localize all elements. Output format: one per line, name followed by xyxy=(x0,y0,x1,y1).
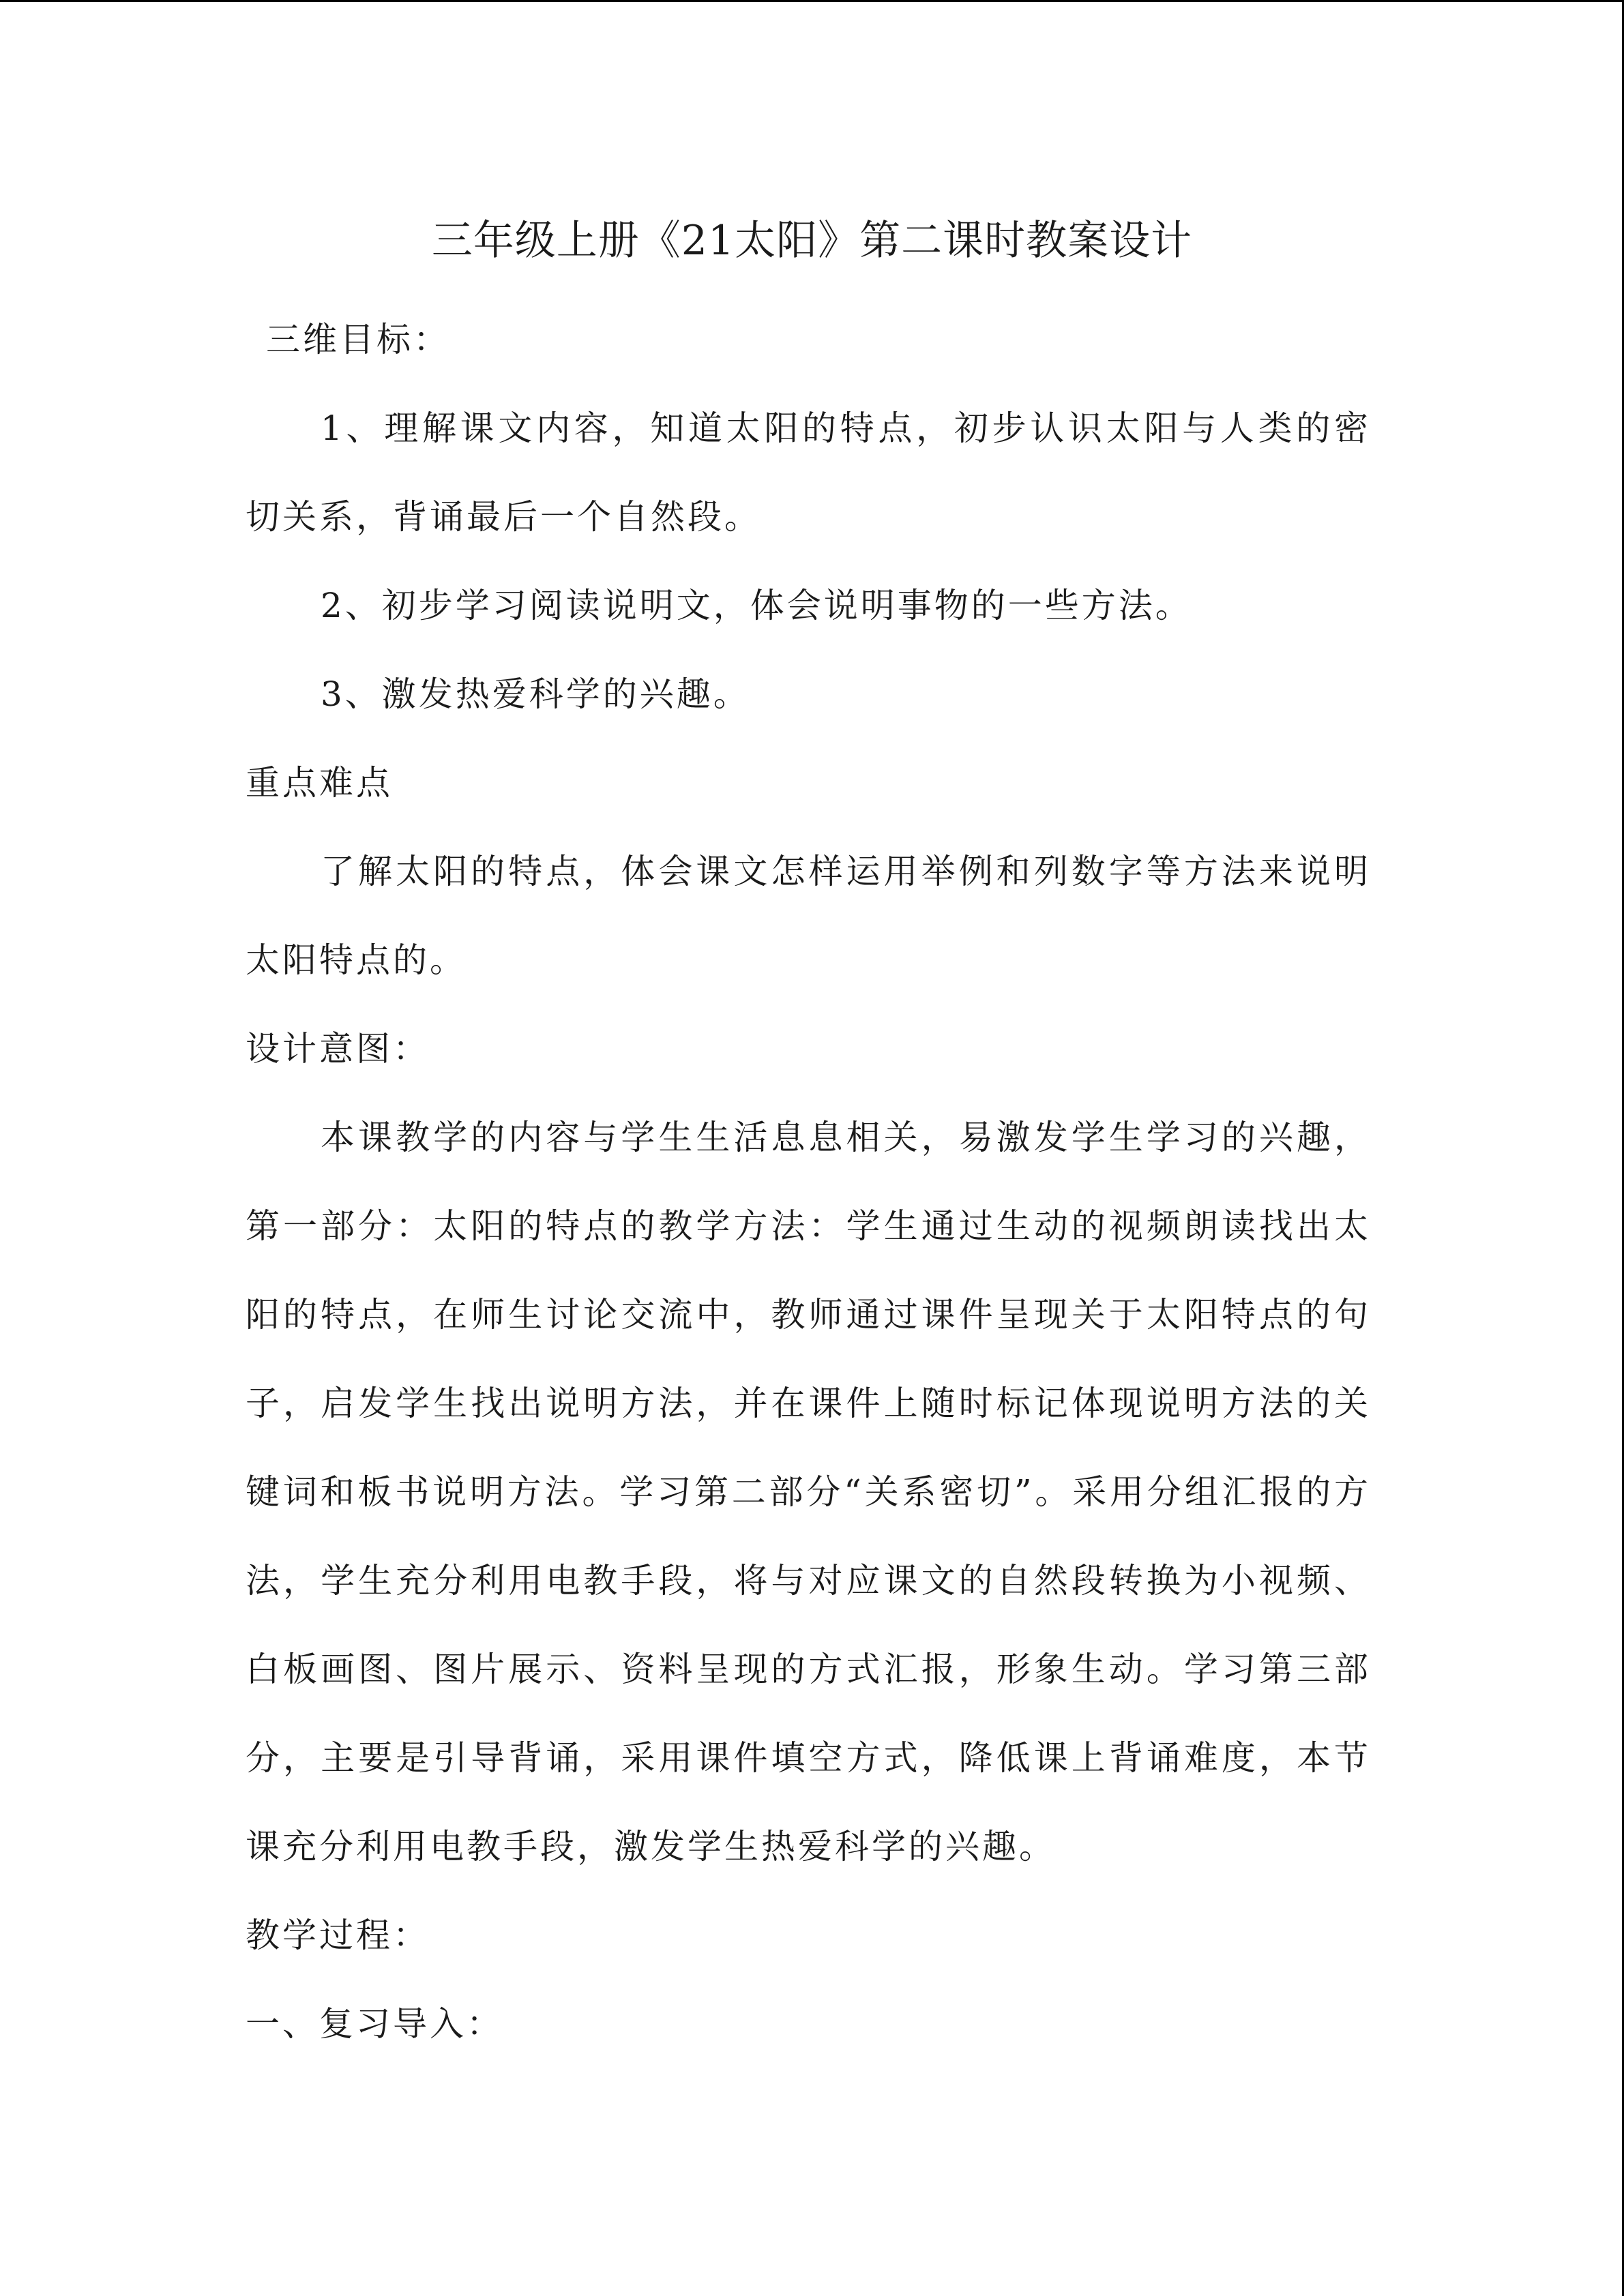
objective-2: 2、初步学习阅读说明文，体会说明事物的一些方法。 xyxy=(321,586,1192,625)
step-1-heading: 一、复习导入： xyxy=(246,2004,503,2044)
key-points-heading: 重点难点 xyxy=(246,763,393,803)
key-points-text: 了解太阳的特点，体会课文怎样运用举例和列数字等方法来说明太阳特点的。 xyxy=(246,852,1371,980)
objective-3: 3、激发热爱科学的兴趣。 xyxy=(321,674,750,714)
objectives-heading: 三维目标： xyxy=(266,320,450,359)
design-text: 本课教学的内容与学生生活息息相关，易激发学生学习的兴趣，第一部分：太阳的特点的教学方法：学生通过生动的视频朗读找出太阳的特点，在师生讨论交流中，教师通过课件呈现关于太阳特点的句子，启发学生找出说明方法，并在课件上随时标记体现说明方法的关键词和板书说明方法。学习第二部分“关系密切”。采用分组汇报的方法，学生充分利用电教手段，将与对应课文的自然段转换为小视频、白板画图、图片展示、资料呈现的方式汇报，形象生动。学习第三部分，主要是引导背诵，采用课件填空方式，降低课上背诵难度，本节课充分利用电教手段，激发学生热爱科学的兴趣。 xyxy=(246,1118,1371,1866)
document-body xyxy=(246,295,1371,2068)
objective-1: 1、理解课文内容，知道太阳的特点，初步认识太阳与人类的密切关系，背诵最后一个自然段。 xyxy=(246,408,1371,537)
process-heading: 教学过程： xyxy=(246,1915,430,1955)
document-title: 三年级上册《21太阳》第二课时教案设计 xyxy=(431,217,1193,265)
design-heading: 设计意图： xyxy=(246,1029,430,1069)
